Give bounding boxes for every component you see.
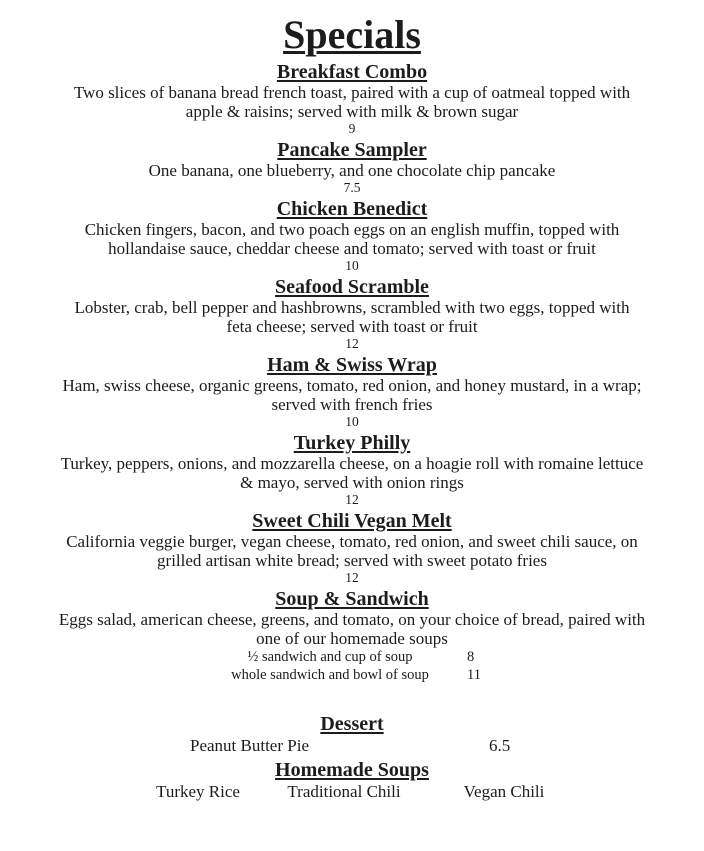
- item-description-line: One banana, one blueberry, and one chocolate chip pancake: [148, 161, 556, 180]
- item-price: 10: [345, 414, 359, 429]
- section-heading: Pancake Sampler: [277, 139, 427, 161]
- section-heading: Seafood Scramble: [275, 276, 429, 298]
- item-description: [0, 532, 704, 570]
- menu-section: [0, 199, 704, 273]
- item-description-line: California veggie burger, vegan cheese, tomato, red onion, and sweet chili sauce, on: [66, 532, 638, 551]
- section-heading: Chicken Benedict: [276, 198, 428, 220]
- menu-section: [0, 589, 704, 684]
- soup-item: Turkey Rice: [156, 782, 240, 801]
- menu-section: [0, 62, 704, 136]
- option-row: [0, 666, 704, 684]
- dessert-item-label: Peanut Butter Pie: [190, 736, 309, 755]
- item-description: [0, 83, 704, 121]
- option-price: 8: [467, 649, 475, 665]
- item-price: 9: [348, 121, 356, 136]
- option-row: [0, 648, 704, 666]
- item-description: [0, 454, 704, 492]
- item-description: [0, 161, 704, 180]
- item-description-line: one of our homemade soups: [256, 629, 448, 648]
- menu-sections: [0, 62, 704, 684]
- item-price: 12: [345, 492, 359, 507]
- soup-item: Vegan Chili: [463, 782, 545, 801]
- menu-section: [0, 277, 704, 351]
- menu-section: [0, 433, 704, 507]
- item-price: 7.5: [343, 180, 361, 195]
- item-description-line: Two slices of banana bread french toast, paired with a cup of oatmeal topped with: [73, 83, 631, 102]
- menu-section: [0, 355, 704, 429]
- dessert-row: [0, 735, 704, 756]
- item-description-line: apple & raisins; served with milk & brown sugar: [185, 102, 519, 121]
- item-description-line: & mayo, served with onion rings: [240, 473, 464, 492]
- option-price: 11: [467, 667, 481, 683]
- section-heading: Ham & Swiss Wrap: [267, 354, 437, 376]
- page-title: Specials: [283, 12, 421, 57]
- item-price: 12: [345, 570, 359, 585]
- item-description-line: feta cheese; served with toast or fruit: [226, 317, 478, 336]
- item-description-line: Ham, swiss cheese, organic greens, tomato, red onion, and honey mustard, in a wrap;: [62, 376, 642, 395]
- dessert-item-price: 6.5: [489, 736, 511, 755]
- section-heading: Soup & Sandwich: [275, 588, 429, 610]
- menu-section: [0, 511, 704, 585]
- menu-section: [0, 140, 704, 195]
- soup-item: Traditional Chili: [287, 782, 401, 801]
- soups-heading: Homemade Soups: [275, 759, 429, 781]
- item-description: [0, 610, 704, 648]
- item-price: 12: [345, 336, 359, 351]
- item-description: [0, 298, 704, 336]
- item-description-line: grilled artisan white bread; served with sweet potato fries: [157, 551, 547, 570]
- item-description-line: hollandaise sauce, cheddar cheese and tomato; served with toast or fruit: [108, 239, 596, 258]
- option-label: whole sandwich and bowl of soup: [231, 667, 429, 683]
- soups-row: [0, 781, 704, 802]
- item-description-line: Chicken fingers, bacon, and two poach eggs on an english muffin, topped with: [84, 220, 620, 239]
- section-heading: Sweet Chili Vegan Melt: [252, 510, 452, 532]
- section-heading: Turkey Philly: [293, 432, 411, 454]
- item-description-line: served with french fries: [271, 395, 433, 414]
- item-description-line: Eggs salad, american cheese, greens, and tomato, on your choice of bread, paired with: [58, 610, 646, 629]
- option-label: ½ sandwich and cup of soup: [247, 649, 413, 665]
- item-description: [0, 376, 704, 414]
- item-price: 10: [345, 258, 359, 273]
- dessert-heading: Dessert: [320, 713, 384, 735]
- spacer: [0, 684, 704, 710]
- item-description: [0, 220, 704, 258]
- section-heading: Breakfast Combo: [276, 61, 428, 83]
- item-description-line: Lobster, crab, bell pepper and hashbrowns, scrambled with two eggs, topped with: [74, 298, 630, 317]
- item-description-line: Turkey, peppers, onions, and mozzarella cheese, on a hoagie roll with romaine lettuce: [60, 454, 644, 473]
